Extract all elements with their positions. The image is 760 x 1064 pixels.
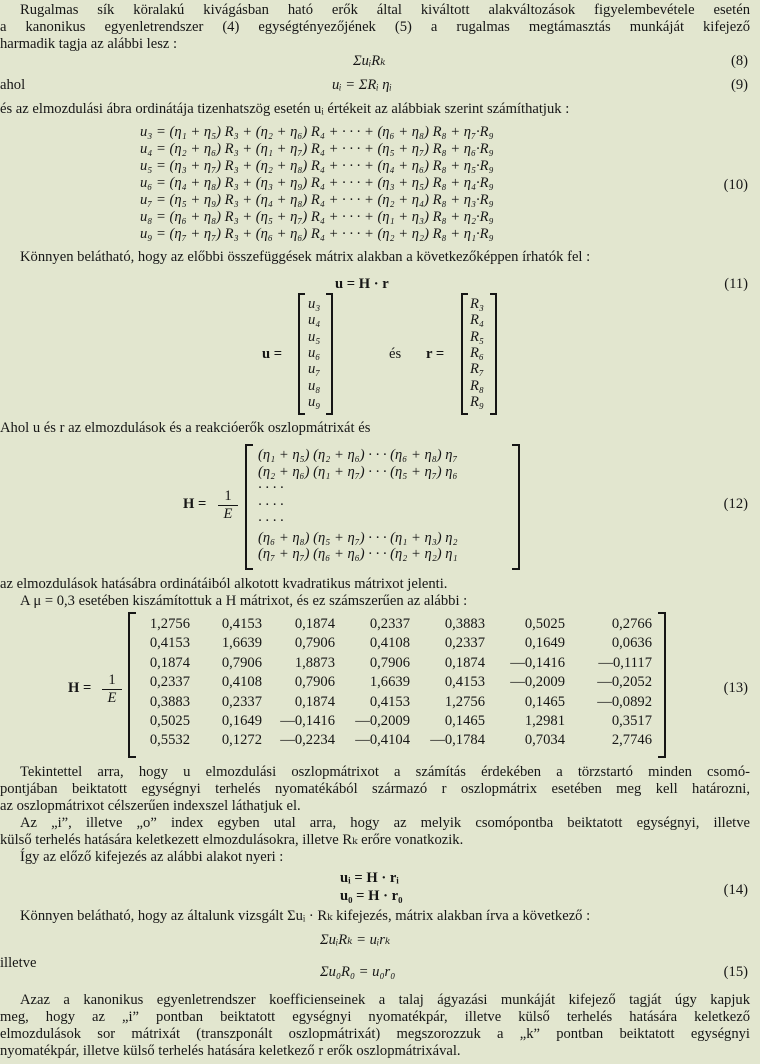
- equation-10-line: u₄ = (η₂ + η₆) R₃ + (η₁ + η₇) R₄ + · · · + (η₅ + η₇) R₈ + η₆·R₉: [140, 141, 494, 157]
- equation-10-line: u₃ = (η₁ + η₅) R₃ + (η₂ + η₆) R₄ + · · · + (η₆ + η₈) R₈ + η₇·R₉: [140, 124, 494, 140]
- u-vector-bracket-right: [326, 293, 333, 415]
- h-matrix-cell: 0,4153: [444, 674, 485, 691]
- h-matrix-cell: 0,1874: [149, 654, 190, 671]
- h-matrix-cell: 0,2337: [149, 674, 190, 691]
- h-matrix-cell: 0,5532: [149, 732, 190, 749]
- equation-label-9: (9): [730, 77, 748, 93]
- h-matrix-cell: 0,0636: [611, 635, 652, 652]
- h-matrix-cell: —0,2009: [510, 674, 565, 691]
- h-matrix-bracket-left-12: [245, 444, 253, 570]
- para14-line-4: Az „i”, illetve „o” index egyben utal arra, hogy az melyik csomópontba beiktatott egységnyi, illetve: [20, 815, 750, 831]
- h-matrix-cell: 0,1649: [221, 713, 262, 729]
- h-matrix-symbolic-row: · · · ·: [258, 496, 284, 513]
- para14-line-2: pontjában beiktatott egységnyi terhelés nyomatékából származó r oszlopmátrix esetében meg kell határozni,: [0, 781, 750, 797]
- equation-label-10: (10): [723, 177, 748, 193]
- h-matrix-cell: 0,2766: [611, 616, 652, 632]
- h-matrix-cell: 1,6639: [221, 635, 262, 652]
- h-matrix-cell: 0,7906: [369, 654, 410, 671]
- u-vector-entry: u₄: [308, 312, 321, 329]
- u-vector-entry: u₈: [308, 377, 321, 394]
- r-vector-entry: R₆: [470, 344, 484, 361]
- intro-line-1: Rugalmas sík köralakú kivágásban ható erők által kiváltott alakváltozások figyelembevétele esetén: [20, 2, 750, 18]
- h-matrix-bracket-right-13: [658, 612, 666, 758]
- equation-15a: ΣuᵢRₖ = uᵢrₖ: [320, 932, 391, 948]
- para14-line-1: Tekintettel arra, hogy u elmozdulási oszlopmátrixot a számítás érdekében a törzstartó minden csomó-: [20, 764, 750, 780]
- h-matrix-symbolic-row: (η₂ + η₆) (η₁ + η₇) · · · (η₅ + η₇) η₆: [258, 463, 458, 480]
- h-matrix-cell: 0,2337: [369, 616, 410, 632]
- closing-line-3: elmozdulások sor mátrixát (transzponált oszlopmátrixát) megszorozzuk a „k” pontban beiktatott egységnyi: [0, 1026, 750, 1042]
- equation-10-line: u₇ = (η₅ + η₉) R₃ + (η₄ + η₈) R₄ + · · · + (η₂ + η₄) R₈ + η₃·R₉: [140, 192, 494, 208]
- intro-line-2: a kanonikus egyenletrendszer (4) egységtényezőjének (5) a rugalmas megtámasztás munkáját kifejező: [0, 19, 750, 35]
- paragraph-15: Könnyen belátható, hogy az általunk vizsgált Σuᵢ · Rₖ kifejezés, mátrix alakban írva a következő :: [20, 908, 591, 924]
- equation-label-8: (8): [730, 53, 748, 69]
- h-matrix-cell: 0,7906: [294, 635, 335, 652]
- r-vector-entry: R₅: [470, 328, 484, 345]
- h-matrix-cell: —0,2052: [597, 674, 652, 691]
- h-matrix-cell: 0,5025: [524, 616, 565, 632]
- fraction-1-over-e-12: [218, 488, 238, 523]
- para14-line-6: Így az előző kifejezés az alábbi alakot nyeri :: [20, 849, 284, 865]
- h-matrix-cell: 1,8873: [294, 654, 335, 671]
- equation-label-13: (13): [723, 680, 748, 696]
- equation-label-14: (14): [723, 882, 748, 898]
- paragraph-10: és az elmozdulási ábra ordinátája tizenhatszög esetén uᵢ értékeit az alábbiak szerint számíthatjuk :: [0, 101, 570, 117]
- u-vector-entry: u₆: [308, 344, 321, 361]
- equation-14-line-1: uᵢ = H · rᵢ: [340, 870, 399, 886]
- closing-line-4: nyomatékpár, illetve külső terhelés hatására keletkező r erők oszlopmátrixával.: [0, 1043, 461, 1059]
- h-matrix-symbolic-row: (η₁ + η₅) (η₂ + η₆) · · · (η₆ + η₈) η₇: [258, 447, 458, 463]
- h-matrix-cell: 0,7906: [294, 674, 335, 691]
- h-matrix-symbolic-row: · · · ·: [258, 513, 284, 529]
- h-matrix-cell: —0,2009: [355, 713, 410, 729]
- u-vector-entry: u₇: [308, 361, 321, 378]
- equation-15b: Σu₀R₀ = u₀r₀: [320, 964, 396, 980]
- h-matrix-cell: —0,0892: [597, 693, 652, 710]
- u-vector-entry: u₃: [308, 296, 321, 312]
- h-matrix-cell: 0,1465: [444, 713, 485, 729]
- h-matrix-symbolic-row: (η₆ + η₈) (η₅ + η₇) · · · (η₁ + η₃) η₂: [258, 529, 458, 546]
- h-matrix-label-12: H =: [183, 496, 207, 512]
- h-matrix-symbolic-row: (η₇ + η₇) (η₆ + η₆) · · · (η₂ + η₂) η₁: [258, 546, 458, 562]
- h-matrix-cell: 0,1874: [294, 616, 335, 632]
- conjunction-es: és: [389, 346, 402, 362]
- h-matrix-cell: 1,2756: [149, 616, 190, 632]
- fraction-denominator: E: [102, 689, 122, 707]
- h-matrix-cell: 0,3883: [149, 693, 190, 710]
- h-matrix-cell: 0,7034: [524, 732, 565, 749]
- h-matrix-cell: 0,4108: [221, 674, 262, 691]
- fraction-numerator: 1: [108, 672, 116, 688]
- equation-label-11: (11): [724, 276, 748, 292]
- h-matrix-cell: 0,4153: [221, 616, 262, 632]
- h-matrix-label-13: H =: [68, 680, 92, 696]
- u-vector-entry: u₅: [308, 328, 321, 345]
- ahol-label: ahol: [0, 77, 26, 93]
- fraction-numerator: 1: [224, 488, 232, 504]
- h-matrix-cell: —0,1784: [430, 732, 485, 749]
- h-matrix-cell: 1,6639: [369, 674, 410, 691]
- h-matrix-cell: 2,7746: [611, 732, 652, 749]
- h-matrix-cell: 0,4108: [369, 635, 410, 652]
- r-vector-label: r =: [426, 346, 445, 362]
- equation-10-line: u₉ = (η₇ + η₇) R₃ + (η₆ + η₆) R₄ + · · · + (η₂ + η₂) R₈ + η₁·R₉: [140, 226, 494, 242]
- equation-10-line: u₆ = (η₄ + η₈) R₃ + (η₃ + η₉) R₄ + · · · + (η₃ + η₅) R₈ + η₄·R₉: [140, 175, 494, 191]
- h-matrix-cell: —0,1416: [280, 713, 335, 729]
- r-vector-entry: R₈: [470, 377, 484, 394]
- closing-line-2: meg, hogy az „i” pontban beiktatott egységnyi nyomatékpár, illetve külső terhelés hatására keletkező: [0, 1009, 750, 1025]
- h-matrix-cell: 0,1874: [444, 654, 485, 671]
- h-matrix-cell: 0,5025: [149, 713, 190, 729]
- h-matrix-cell: —0,2234: [280, 732, 335, 749]
- para14-line-5: külső terhelés hatására keletkezett elmozdulásokra, illetve Rₖ erőre vonatkozik.: [0, 832, 464, 848]
- paragraph-13b: A μ = 0,3 esetében kiszámítottuk a H mátrixot, és ez számszerűen az alábbi :: [20, 593, 468, 609]
- equation-11: u = H · r: [335, 276, 389, 292]
- h-matrix-cell: 0,1874: [294, 693, 335, 710]
- h-matrix-cell: 1,2756: [444, 693, 485, 710]
- h-matrix-symbolic-row: · · · ·: [258, 480, 284, 496]
- paragraph-13a: az elmozdulások hatásábra ordinátáiból alkotott kvadratikus mátrixot jelenti.: [0, 576, 448, 592]
- equation-14-line-2: u₀ = H · r₀: [340, 888, 403, 904]
- fraction-denominator: E: [218, 505, 238, 523]
- h-matrix-bracket-right-12: [512, 444, 520, 570]
- equation-10-line: u₈ = (η₆ + η₈) R₃ + (η₅ + η₇) R₄ + · · · + (η₁ + η₃) R₈ + η₂·R₉: [140, 209, 494, 225]
- para14-line-3: az oszlopmátrixot célszerűen indexszel láthatjuk el.: [0, 798, 301, 814]
- r-vector-bracket-right: [490, 293, 497, 415]
- h-matrix-cell: 0,2337: [444, 635, 485, 652]
- u-vector-label: u =: [262, 346, 283, 362]
- u-vector-entry: u₉: [308, 393, 321, 410]
- paragraph-11: Könnyen belátható, hogy az előbbi összefüggések mátrix alakban a következőképpen írhatók fel :: [20, 249, 591, 265]
- h-matrix-cell: 1,2981: [524, 713, 565, 729]
- u-vector-bracket-left: [298, 293, 305, 415]
- r-vector-entry: R₇: [470, 361, 484, 378]
- illetve-label: illetve: [0, 955, 37, 971]
- h-matrix-cell: 0,4153: [369, 693, 410, 710]
- h-matrix-cell: 0,2337: [221, 693, 262, 710]
- closing-line-1: Azaz a kanonikus egyenletrendszer koefficienseinek a talaj ágyazási munkáját kifejező tagját úgy kapjuk: [20, 992, 750, 1008]
- r-vector-entry: R₃: [470, 296, 484, 312]
- h-matrix-cell: 0,4153: [149, 635, 190, 652]
- h-matrix-cell: 0,7906: [221, 654, 262, 671]
- h-matrix-cell: —0,1416: [510, 654, 565, 671]
- equation-label-15: (15): [723, 964, 748, 980]
- equation-label-12: (12): [723, 496, 748, 512]
- h-matrix-cell: —0,1117: [598, 654, 652, 671]
- h-matrix-cell: 0,1649: [524, 635, 565, 652]
- h-matrix-cell: 0,1465: [524, 693, 565, 710]
- r-vector-bracket-left: [461, 293, 468, 415]
- fraction-1-over-e-13: [102, 672, 122, 707]
- equation-9: uᵢ = ΣRᵢ ηᵢ: [332, 77, 392, 93]
- h-matrix-cell: 0,1272: [221, 732, 262, 749]
- equation-10-line: u₅ = (η₃ + η₇) R₃ + (η₂ + η₈) R₄ + · · · + (η₄ + η₆) R₈ + η₅·R₉: [140, 158, 494, 174]
- r-vector-entry: R₉: [470, 393, 484, 410]
- r-vector-entry: R₄: [470, 312, 484, 329]
- h-matrix-cell: 0,3883: [444, 616, 485, 632]
- equation-8: ΣuᵢRₖ: [353, 53, 386, 69]
- h-matrix-cell: —0,4104: [355, 732, 410, 749]
- paragraph-12: Ahol u és r az elmozdulások és a reakcióerők oszlopmátrixát és: [0, 420, 371, 436]
- intro-line-3: harmadik tagja az alábbi lesz :: [0, 36, 178, 52]
- h-matrix-cell: 0,3517: [611, 713, 652, 729]
